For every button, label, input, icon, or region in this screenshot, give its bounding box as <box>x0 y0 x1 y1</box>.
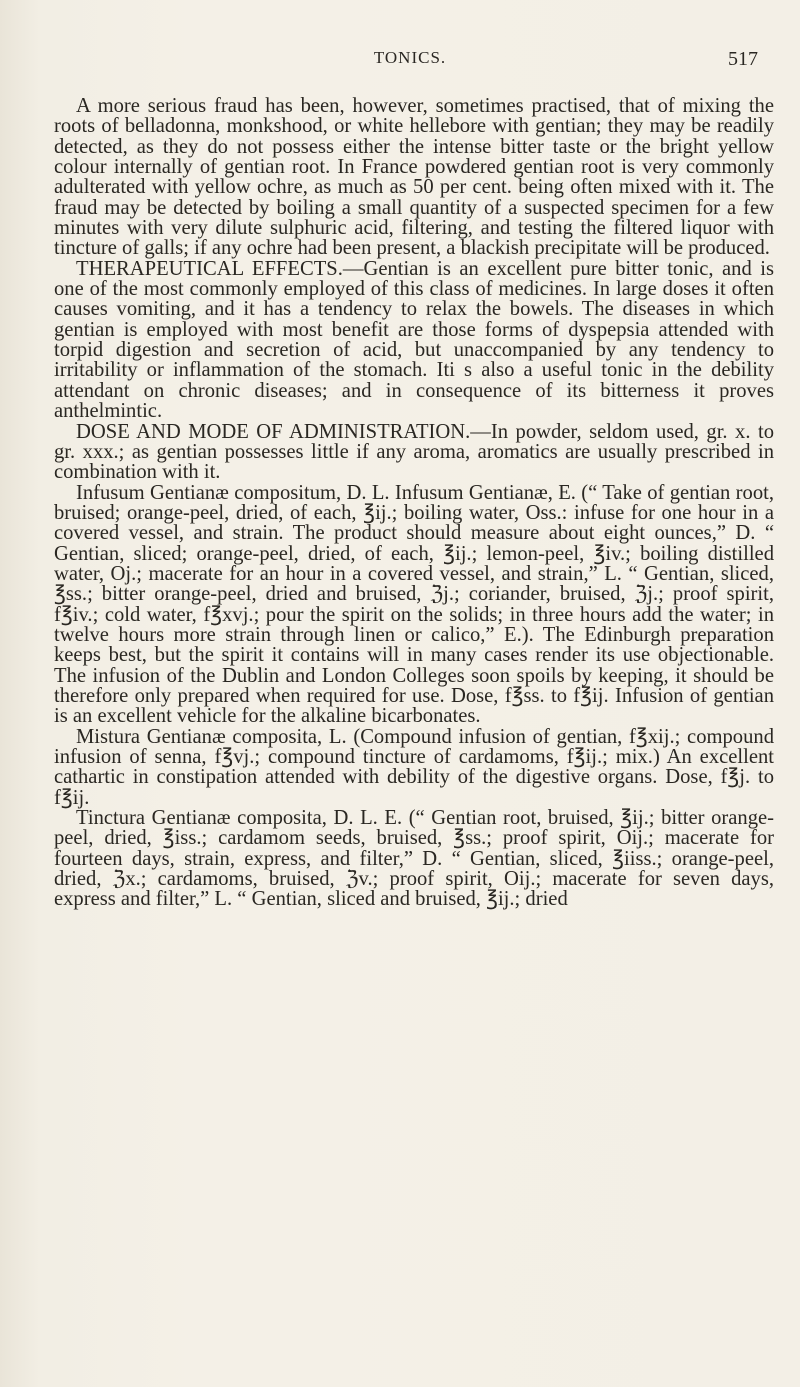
paragraph-infusum-gentianae: Infusum Gentianæ compositum, D. L. Infusum Gentianæ, E. (“ Take of gentian root, bruised; orange-peel, dried, of each, ℥ij.; boiling water, Oss.: infuse for one hour in a covered vessel, and strain. The product should measure about eight ounces,” D. “ Gentian, sliced; orange-peel, dried, of each, ℥ij.; lemon-peel, ℥iv.; boiling distilled water, Oj.; macerate for an hour in a covered vessel, and strain,” L. “ Gentian, sliced, ℥ss.; bitter orange-peel, dried and bruised, ℨj.; coriander, bruised, ℨj.; proof spirit, f℥iv.; cold water, f℥xvj.; pour the spirit on the solids; in three hours add the water; in twelve hours more strain through linen or calico,” E.). The Edinburgh preparation keeps best, but the spirit it contains will in many cases render its use objectionable. The infusion of the Dublin and London Colleges soon spoils by keeping, it should be therefore only prepared when required for use. Dose, f℥ss. to f℥ij. Infusion of gentian is an excellent vehicle for the alkaline bicarbonates. <box>54 481 774 728</box>
page-header <box>60 48 760 78</box>
running-title: TONICS. <box>373 48 447 67</box>
body-text <box>54 96 774 910</box>
paragraph-mistura-gentianae: Mistura Gentianæ composita, L. (Compound infusion of gentian, f℥xij.; compound infusion of senna, f℥vj.; compound tincture of cardamoms, f℥ij.; mix.) An excellent cathartic in constipation attended with debility of the digestive organs. Dose, f℥j. to f℥ij. <box>54 725 774 809</box>
page-number: 517 <box>728 48 758 70</box>
paragraph-therapeutical-effects: THERAPEUTICAL EFFECTS.—Gentian is an excellent pure bitter tonic, and is one of the most commonly employed of this class of medicines. In large doses it often causes vomiting, and it has a tendency to relax the bowels. The diseases in which gentian is employed with most benefit are those forms of dyspepsia attended with torpid digestion and secretion of acid, but unaccompanied by any tendency to irritability or inflammation of the stomach. Iti s also a useful tonic in the debility attendant on chronic diseases; and in consequence of its bitterness it proves anthelmintic. <box>54 257 774 423</box>
paragraph-fraud: A more serious fraud has been, however, sometimes practised, that of mixing the roots of belladonna, monkshood, or white hellebore with gentian; they may be readily detected, as they do not possess either the intense bitter taste or the bright yellow colour internally of gentian root. In France powdered gentian root is very commonly adulterated with yellow ochre, as much as 50 per cent. being often mixed with it. The fraud may be detected by boiling a small quantity of a suspected specimen for a few minutes with very dilute sulphuric acid, filtering, and testing the filtered liquor with tincture of galls; if any ochre had been present, a blackish precipitate will be produced. <box>54 95 774 260</box>
paragraph-tinctura-gentianae: Tinctura Gentianæ composita, D. L. E. (“ Gentian root, bruised, ℥ij.; bitter orange-peel, dried, ℥iss.; cardamom seeds, bruised, ℥ss.; proof spirit, Oij.; macerate for fourteen days, strain, express, and filter,” D. “ Gentian, sliced, ℥iiss.; orange-peel, dried, ℨx.; cardamoms, bruised, ℨv.; proof spirit, Oij.; macerate for seven days, express and filter,” L. “ Gentian, sliced and bruised, ℥ij.; dried <box>54 807 774 911</box>
paragraph-dose-and-mode: DOSE AND MODE OF ADMINISTRATION.—In powder, seldom used, gr. x. to gr. xxx.; as gentian possesses little if any aroma, aromatics are usually prescribed in combination with it. <box>54 420 774 484</box>
